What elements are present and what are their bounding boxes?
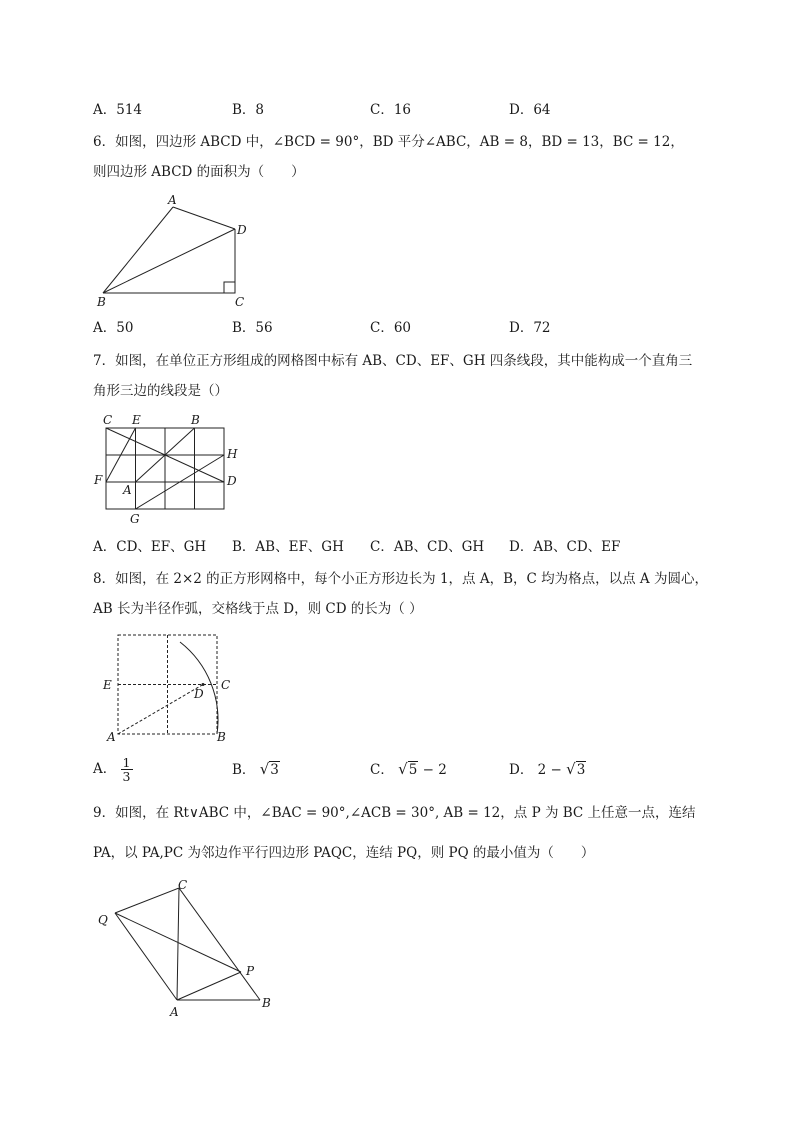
q9-label-b: B [262, 996, 271, 1010]
q9-edge-ca [177, 888, 179, 1000]
q6-diagonal-bd [103, 229, 235, 293]
q7-label-c: C [103, 413, 113, 427]
q9-label-c: C [178, 878, 188, 892]
q7-label-f: F [94, 473, 103, 487]
q6-label-a: A [168, 193, 177, 207]
q8-option-c [370, 760, 447, 779]
q9-stem-line1: 9．如图，在 Rt∨ABC 中，∠BAC = 90°,∠ACB = 30°, AB = 12，点 P 为 BC 上任意一点，连结 [93, 805, 696, 821]
q9-edge-ap [177, 972, 241, 1000]
q9-figure [90, 875, 290, 1020]
q7-label-a: A [123, 483, 132, 497]
q6-edge-ad [173, 207, 235, 229]
q8-option-d-lead: 2 − [537, 762, 562, 778]
q8-option-b-radical: √3 [259, 760, 279, 778]
q6-option-c: C．60 [370, 320, 412, 336]
q7-stem-line2: 角形三边的线段是（） [93, 383, 228, 399]
q8-segment-ad [118, 685, 203, 735]
q8-option-d-radicand: 3 [576, 762, 586, 778]
q8-option-a-denominator: 3 [122, 769, 131, 784]
q5-option-d: D．64 [509, 102, 551, 118]
q8-stem-line2: AB 长为半径作弧，交格线于点 D，则 CD 的长为（ ） [93, 601, 423, 617]
q8-option-d-prefix: D． [509, 762, 534, 778]
q8-option-a [93, 752, 133, 786]
q6-edge-ba [103, 207, 173, 293]
q9-label-a: A [170, 1005, 179, 1019]
q9-label-p: P [246, 964, 255, 978]
q8-option-b-radicand: 3 [270, 762, 279, 778]
q8-label-a: A [107, 730, 116, 744]
q7-label-b: B [191, 413, 200, 427]
q7-option-d: D．AB、CD、EF [509, 539, 621, 555]
q8-label-e: E [103, 678, 112, 692]
q7-option-a: A．CD、EF、GH [93, 539, 207, 555]
q8-option-c-radicand: 5 [408, 762, 418, 778]
q9-edge-qc [115, 888, 179, 913]
q8-grid-figure [95, 628, 245, 746]
q9-stem-line2: PA，以 PA,PC 为邻边作平行四边形 PAQC，连结 PQ，则 PQ 的最小值为（ ） [93, 845, 595, 861]
q7-grid-figure [90, 410, 250, 528]
q6-label-d: D [237, 223, 247, 237]
q8-option-c-prefix: C． [370, 762, 394, 778]
q6-figure [90, 190, 260, 312]
q8-option-d [509, 760, 586, 779]
q5-option-a: A．514 [93, 102, 143, 118]
q7-option-b: B．AB、EF、GH [232, 539, 344, 555]
q6-label-b: B [97, 295, 106, 309]
q5-option-c: C．16 [370, 102, 412, 118]
q8-stem-line1: 8．如图，在 2×2 的正方形网格中，每个小正方形边长为 1，点 A，B，C 均为格点，以点 A 为圆心， [93, 571, 708, 587]
q7-label-d: D [227, 474, 237, 488]
q8-option-a-fraction [121, 756, 133, 783]
q7-label-e: E [132, 413, 141, 427]
q6-stem-line2: 则四边形 ABCD 的面积为（ ） [93, 164, 305, 180]
q8-label-d: D [194, 687, 204, 701]
q9-edge-cb [179, 888, 260, 1000]
q8-option-b [232, 760, 280, 779]
q6-right-angle-mark [224, 282, 235, 293]
q8-option-d-radical: √3 [566, 760, 586, 778]
q6-option-b: B．56 [232, 320, 273, 336]
q8-option-a-prefix: A． [93, 761, 117, 777]
q8-label-c: C [221, 678, 231, 692]
q7-label-g: G [130, 512, 140, 526]
q8-option-b-prefix: B． [232, 762, 256, 778]
q6-option-a: A．50 [93, 320, 134, 336]
q6-option-d: D．72 [509, 320, 551, 336]
q9-label-q: Q [98, 913, 108, 927]
q7-option-c: C．AB、CD、GH [370, 539, 485, 555]
q8-option-a-numerator: 1 [122, 755, 131, 770]
q5-option-b: B．8 [232, 102, 265, 118]
q8-label-b: B [217, 730, 226, 744]
q9-edge-qa [115, 913, 177, 1000]
q7-label-h: H [227, 447, 238, 461]
q8-point-d [202, 683, 205, 686]
q7-stem-line1: 7．如图，在单位正方形组成的网格图中标有 AB、CD、EF、GH 四条线段，其中能构成一个直角三 [93, 353, 693, 369]
q8-option-c-suffix: − 2 [422, 762, 447, 778]
q6-label-c: C [235, 295, 245, 309]
q6-stem-line1: 6．如图，四边形 ABCD 中，∠BCD = 90°，BD 平分∠ABC，AB = 8，BD = 13，BC = 12， [93, 134, 684, 150]
q8-option-c-radical: √5 [398, 760, 418, 778]
